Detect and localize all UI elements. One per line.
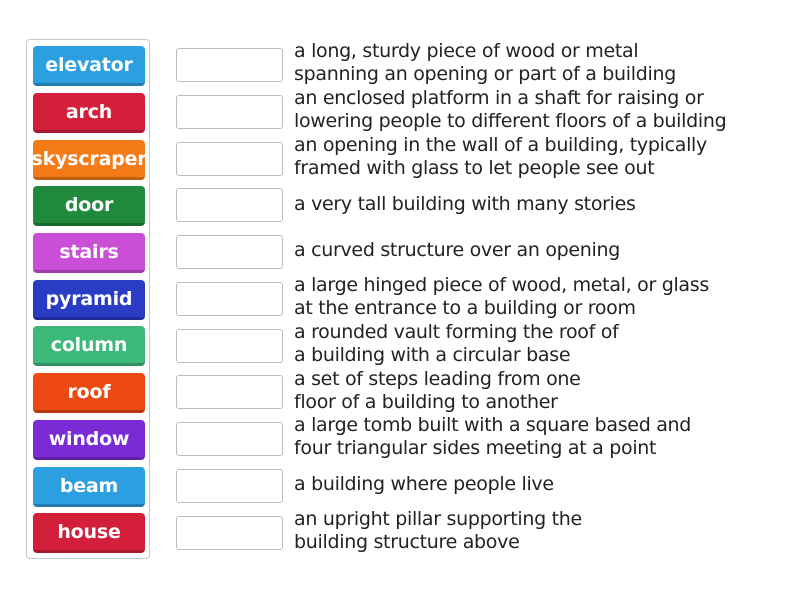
definition-text: a very tall building with many stories xyxy=(294,192,636,215)
tile-column[interactable]: column xyxy=(33,326,145,366)
definition-text: an opening in the wall of a building, typically framed with glass to let people see out xyxy=(294,134,707,179)
drop-slot[interactable] xyxy=(176,188,283,222)
tile-door[interactable]: door xyxy=(33,186,145,226)
tile-roof[interactable]: roof xyxy=(33,373,145,413)
drop-slot[interactable] xyxy=(176,282,283,316)
drop-slot[interactable] xyxy=(176,235,283,269)
definition-text: a large hinged piece of wood, metal, or glass at the entrance to a building or room xyxy=(294,274,709,319)
drop-slot[interactable] xyxy=(176,422,283,456)
drop-slot[interactable] xyxy=(176,95,283,129)
drop-slot[interactable] xyxy=(176,516,283,550)
drop-slot[interactable] xyxy=(176,329,283,363)
tile-skyscraper[interactable]: skyscraper xyxy=(33,140,145,180)
tile-stairs[interactable]: stairs xyxy=(33,233,145,273)
drop-slot[interactable] xyxy=(176,48,283,82)
tile-beam[interactable]: beam xyxy=(33,467,145,507)
definition-text: an upright pillar supporting the building structure above xyxy=(294,508,582,553)
definition-text: a building where people live xyxy=(294,472,554,495)
definition-text: a set of steps leading from one floor of a building to another xyxy=(294,368,581,413)
drop-slot[interactable] xyxy=(176,375,283,409)
tile-pyramid[interactable]: pyramid xyxy=(33,280,145,320)
word-bank xyxy=(26,39,150,559)
drop-slot[interactable] xyxy=(176,469,283,503)
tile-elevator[interactable]: elevator xyxy=(33,46,145,86)
definition-text: a large tomb built with a square based and four triangular sides meeting at a point xyxy=(294,414,692,459)
drop-slot[interactable] xyxy=(176,142,283,176)
definition-text: a long, sturdy piece of wood or metal spanning an opening or part of a building xyxy=(294,40,676,85)
tile-house[interactable]: house xyxy=(33,513,145,553)
tile-window[interactable]: window xyxy=(33,420,145,460)
definition-text: a rounded vault forming the roof of a building with a circular base xyxy=(294,321,619,366)
definition-text: a curved structure over an opening xyxy=(294,238,621,261)
tile-arch[interactable]: arch xyxy=(33,93,145,133)
definition-text: an enclosed platform in a shaft for raising or lowering people to different floors of a building xyxy=(294,87,727,132)
